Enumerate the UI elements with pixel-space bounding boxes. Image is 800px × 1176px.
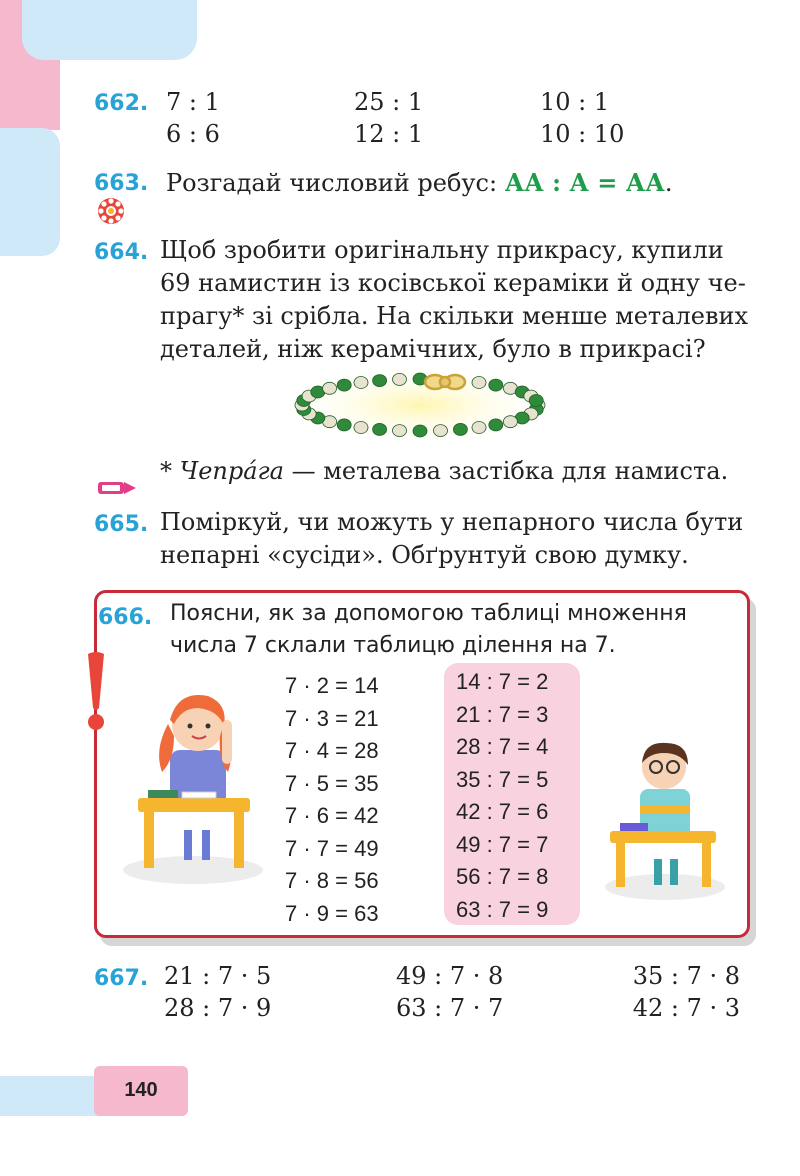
exclamation-icon (84, 650, 108, 732)
page-number: 140 (124, 1079, 158, 1101)
mult-row: 7 · 7 = 49 (285, 835, 379, 861)
necklace-bead (503, 416, 517, 428)
page-footer-bar (0, 1076, 100, 1116)
mult-row: 7 · 2 = 14 (285, 673, 379, 698)
necklace-bead (393, 425, 407, 437)
necklace-illustration (275, 360, 565, 450)
exercise-666-text: Поясни, як за допомогою таблиці множення числа 7 склали таблицю ділення на 7. (170, 601, 687, 658)
exercise-662-number: 662. (94, 91, 149, 116)
div-row: 42 : 7 = 6 (456, 799, 549, 824)
necklace-bead (323, 382, 337, 394)
ex662-item: 12 : 1 (354, 120, 424, 148)
exercise-667-number: 667. (94, 966, 149, 991)
div-row: 28 : 7 = 4 (456, 734, 549, 759)
ex667-item: 35 : 7 · 8 (632, 962, 740, 990)
mult-row: 7 · 6 = 42 (285, 803, 379, 828)
boy-at-desk-illustration (600, 735, 730, 905)
ex662-item: 25 : 1 (354, 88, 424, 116)
necklace-bead (489, 419, 503, 431)
corner-tab-blue (22, 0, 197, 60)
ex662-item: 7 : 1 (166, 88, 220, 116)
pencil-icon (96, 478, 138, 498)
div-row: 63 : 7 = 9 (456, 896, 549, 922)
exercise-663-text: Розгадай числовий ребус: АА : А = АА. (166, 168, 673, 197)
ex667-item: 63 : 7 · 7 (396, 994, 504, 1022)
div-row: 35 : 7 = 5 (456, 766, 549, 792)
ex662-item: 6 : 6 (166, 120, 220, 148)
mult-row: 7 · 3 = 21 (285, 705, 379, 731)
div-row: 49 : 7 = 7 (456, 831, 549, 857)
ex667-item: 28 : 7 · 9 (164, 994, 272, 1022)
necklace-bead (373, 375, 387, 387)
ex667-item: 21 : 7 · 5 (164, 962, 272, 990)
ex662-item: 10 : 10 (540, 120, 625, 148)
ex662-item: 10 : 1 (540, 88, 610, 116)
rebus: АА : А = АА (504, 168, 665, 197)
necklace-bead (489, 379, 503, 391)
ex667-item: 49 : 7 · 8 (396, 962, 504, 990)
footnote: * Чепрáга — металева застібка для намиста. (160, 457, 729, 485)
necklace-bead (413, 425, 427, 437)
exercise-666-number: 666. (98, 605, 153, 630)
div-row: 21 : 7 = 3 (456, 701, 549, 727)
side-tab-blue (0, 128, 60, 256)
div-row: 56 : 7 = 8 (456, 864, 549, 889)
mult-row: 7 · 4 = 28 (285, 738, 379, 763)
exercise-665-text: Поміркуй, чи можуть у непарного числа бути непарні «сусіди». Обґрунтуй свою думку. (160, 508, 744, 569)
girl-at-desk-illustration (118, 690, 268, 890)
necklace-bead (434, 425, 448, 437)
multiplication-table (285, 670, 379, 930)
necklace-bead (472, 422, 486, 434)
exercise-665-number: 665. (94, 512, 149, 537)
necklace-bead (529, 395, 543, 407)
ex667-item: 42 : 7 · 3 (632, 994, 740, 1022)
necklace-bead (373, 423, 387, 435)
mult-row: 7 · 9 = 63 (285, 900, 379, 926)
mult-row: 7 · 8 = 56 (285, 868, 379, 893)
exercise-663-number: 663. (94, 171, 149, 196)
gear-flower-icon (96, 196, 126, 226)
necklace-bead (337, 379, 351, 391)
necklace-bead (453, 423, 467, 435)
division-table (456, 666, 548, 926)
exercise-664-text: Щоб зробити оригінальну прикрасу, купили 69 намистин із косівської кераміки й одну че- прагу* зі срібла. На скільки менше металевих деталей, ніж керамічних, було в прикрасі? (160, 236, 749, 363)
mult-row: 7 · 5 = 35 (285, 770, 379, 796)
necklace-bead (472, 377, 486, 389)
exercise-664-number: 664. (94, 240, 149, 265)
div-row: 14 : 7 = 2 (456, 669, 549, 694)
necklace-bead (354, 377, 368, 389)
necklace-bead (393, 373, 407, 385)
necklace-bead (337, 419, 351, 431)
necklace-bead (354, 422, 368, 434)
